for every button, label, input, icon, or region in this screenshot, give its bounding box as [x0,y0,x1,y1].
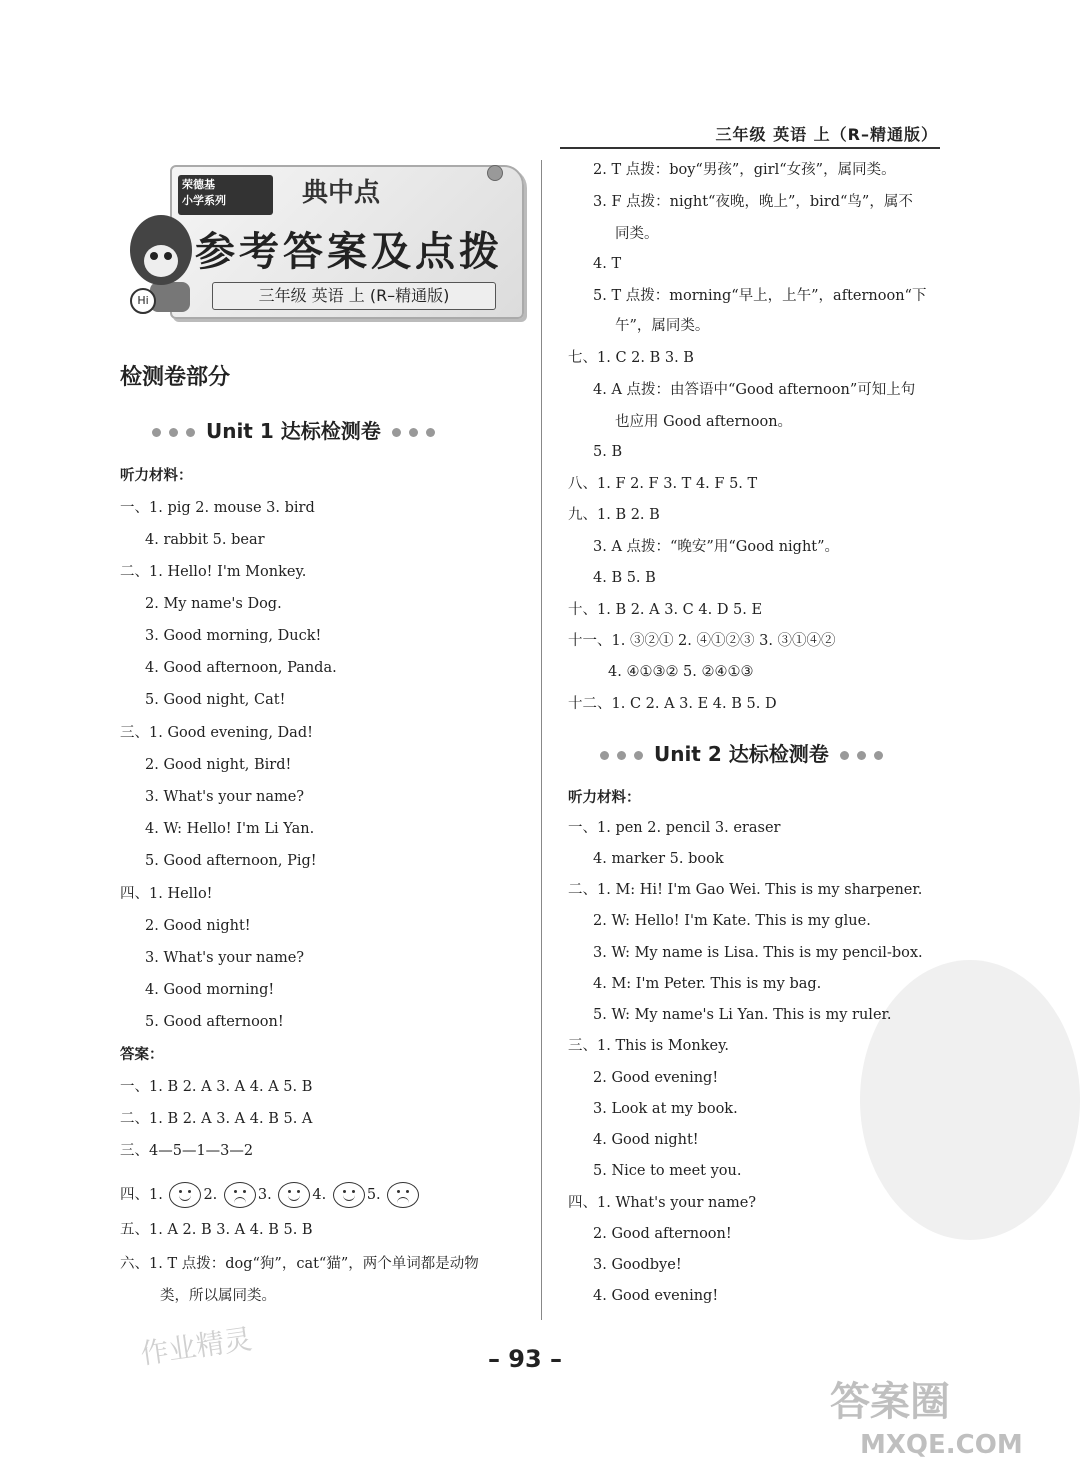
watermark-logo-text: 答案圈 [830,1379,950,1425]
text-line: 2. Good evening! [593,1070,719,1086]
sad-face-icon [387,1182,419,1208]
text-line: 七、1. C 2. B 3. B [568,350,694,366]
text-line: 4. W: Hello! I'm Li Yan. [145,821,315,837]
text-line: 5. B [593,444,623,460]
page-number: – 93 – [487,1345,563,1373]
text-line: 一、1. pen 2. pencil 3. eraser [568,820,781,836]
text-line: 3. What's your name? [145,789,305,805]
text-line: 八、1. F 2. F 3. T 4. F 5. T [568,476,758,492]
bullet-dot [186,428,195,437]
text-line: 3. A 点拨：“晚安”用“Good night”。 [593,539,840,555]
text-line: 2. Good night, Bird! [145,757,292,773]
text-line: 三、1. This is Monkey. [568,1038,729,1054]
faces-row-label: 5. [366,1187,381,1203]
logo-title: 参考答案及点拨 [195,228,503,275]
text-line: 5. Good afternoon, Pig! [145,853,317,869]
text-line: 二、1. Hello! I'm Monkey. [120,564,307,580]
text-line: 4. ④①③② 5. ②④①③ [608,664,754,680]
text-line: 九、1. B 2. B [568,507,660,523]
faces-row [120,1180,421,1210]
answer-line: 五、1. A 2. B 3. A 4. B 5. B [120,1222,313,1238]
brand-badge [178,175,273,215]
text-line: 3. Look at my book. [593,1101,738,1117]
unit1-answer-label: 答案： [120,1047,164,1063]
text-line: 2. T 点拨：boy“男孩”，girl“女孩”，属同类。 [593,162,896,178]
text-line: 4. Good night! [593,1132,699,1148]
text-line: 二、1. M: Hi! I'm Gao Wei. This is my sharpener. [568,882,923,898]
smile-face-icon [333,1182,365,1208]
unit1-title: Unit 1 达标检测卷 [205,419,381,443]
grade-header: 三年级 英语 上（R–精通版） [715,125,938,144]
watermark-url: MXQE.COM [860,1430,1023,1460]
text-line: 3. W: My name is Lisa. This is my pencil-box. [593,945,923,961]
text-line: 4. marker 5. book [593,851,724,867]
text-line: 5. W: My name's Li Yan. This is my ruler. [593,1007,892,1023]
unit2-listen-label: 听力材料： [568,790,641,806]
answer-line: 三、4—5—1—3—2 [120,1143,254,1159]
text-line: 4. rabbit 5. bear [145,532,265,548]
pin-icon [487,165,503,181]
unit2-header [596,738,887,767]
answer-line: 六、1. T 点拨：dog“狗”，cat“猫”，两个单词都是动物 [120,1256,479,1272]
text-line: 5. T 点拨：morning“早上，上午”，afternoon“下 [593,288,927,304]
text-line: 4. B 5. B [593,570,656,586]
text-line: 4. Good morning! [145,982,275,998]
unit1-listen-label: 听力材料： [120,468,193,484]
smile-face-icon [169,1182,201,1208]
mascot-body [150,282,190,312]
brand-line2: 小学系列 [182,194,226,207]
unit1-header [148,415,439,444]
unit2-title: Unit 2 达标检测卷 [653,742,829,766]
answer-line: 类，所以属同类。 [160,1288,276,1304]
text-line: 十一、1. ③②① 2. ④①②③ 3. ③①④② [568,633,836,649]
text-line: 十二、1. C 2. A 3. E 4. B 5. D [568,696,777,712]
text-line: 午”，属同类。 [615,318,710,334]
stamp-watermark: 作业精灵 [138,1322,254,1371]
logo-subtitle: 三年级 英语 上 (R–精通版) [212,282,496,310]
brand-line1: 荣德基 [182,178,215,191]
text-line: 四、1. What's your name? [568,1195,757,1211]
mascot-face [144,245,178,277]
bullet-dot [617,751,626,760]
bullet-dot [392,428,401,437]
text-line: 3. Goodbye! [593,1257,682,1273]
bullet-dot [840,751,849,760]
text-line: 5. Good afternoon! [145,1014,284,1030]
section-title: 检测卷部分 [120,365,231,390]
text-line: 2. W: Hello! I'm Kate. This is my glue. [593,913,871,929]
text-line: 4. Good evening! [593,1288,719,1304]
text-line: 4. T [593,256,622,272]
bullet-dot [874,751,883,760]
bullet-dot [634,751,643,760]
faces-row-label: 3. [257,1187,272,1203]
bullet-dot [152,428,161,437]
text-line: 4. A 点拨：由答语中“Good afternoon”可知上句 [593,382,916,398]
faces-row-label: 2. [203,1187,218,1203]
bullet-dot [600,751,609,760]
faces-row-label: 4. [312,1187,327,1203]
text-line: 同类。 [615,226,659,242]
text-line: 5. Good night, Cat! [145,692,286,708]
bullet-dot [857,751,866,760]
header-rule [560,147,940,149]
text-line: 也应用 Good afternoon。 [615,414,793,430]
smile-face-icon [278,1182,310,1208]
text-line: 四、1. Hello! [120,886,213,902]
text-line: 2. My name's Dog. [145,596,282,612]
text-line: 4. Good afternoon, Panda. [145,660,337,676]
answer-line: 二、1. B 2. A 3. A 4. B 5. A [120,1111,313,1127]
mascot-eye [164,252,172,260]
answer-line: 一、1. B 2. A 3. A 4. A 5. B [120,1079,313,1095]
sad-face-icon [224,1182,256,1208]
text-line: 4. M: I'm Peter. This is my bag. [593,976,822,992]
watermark-seal [860,960,1080,1240]
column-divider [541,160,542,1320]
text-line: 3. Good morning, Duck! [145,628,322,644]
text-line: 一、1. pig 2. mouse 3. bird [120,500,315,516]
text-line: 三、1. Good evening, Dad! [120,725,313,741]
faces-row-prefix: 四、1. [120,1187,163,1203]
text-line: 3. What's your name? [145,950,305,966]
bullet-dot [426,428,435,437]
text-line: 5. Nice to meet you. [593,1163,742,1179]
mascot-hi-badge: Hi [130,288,156,314]
text-line: 2. Good night! [145,918,251,934]
mascot-eye [150,252,158,260]
brand-name: 典中点 [302,178,381,208]
bullet-dot [169,428,178,437]
bullet-dot [409,428,418,437]
text-line: 2. Good afternoon! [593,1226,732,1242]
text-line: 3. F 点拨：night“夜晚，晚上”，bird“鸟”，属不 [593,194,913,210]
text-line: 十、1. B 2. A 3. C 4. D 5. E [568,602,763,618]
